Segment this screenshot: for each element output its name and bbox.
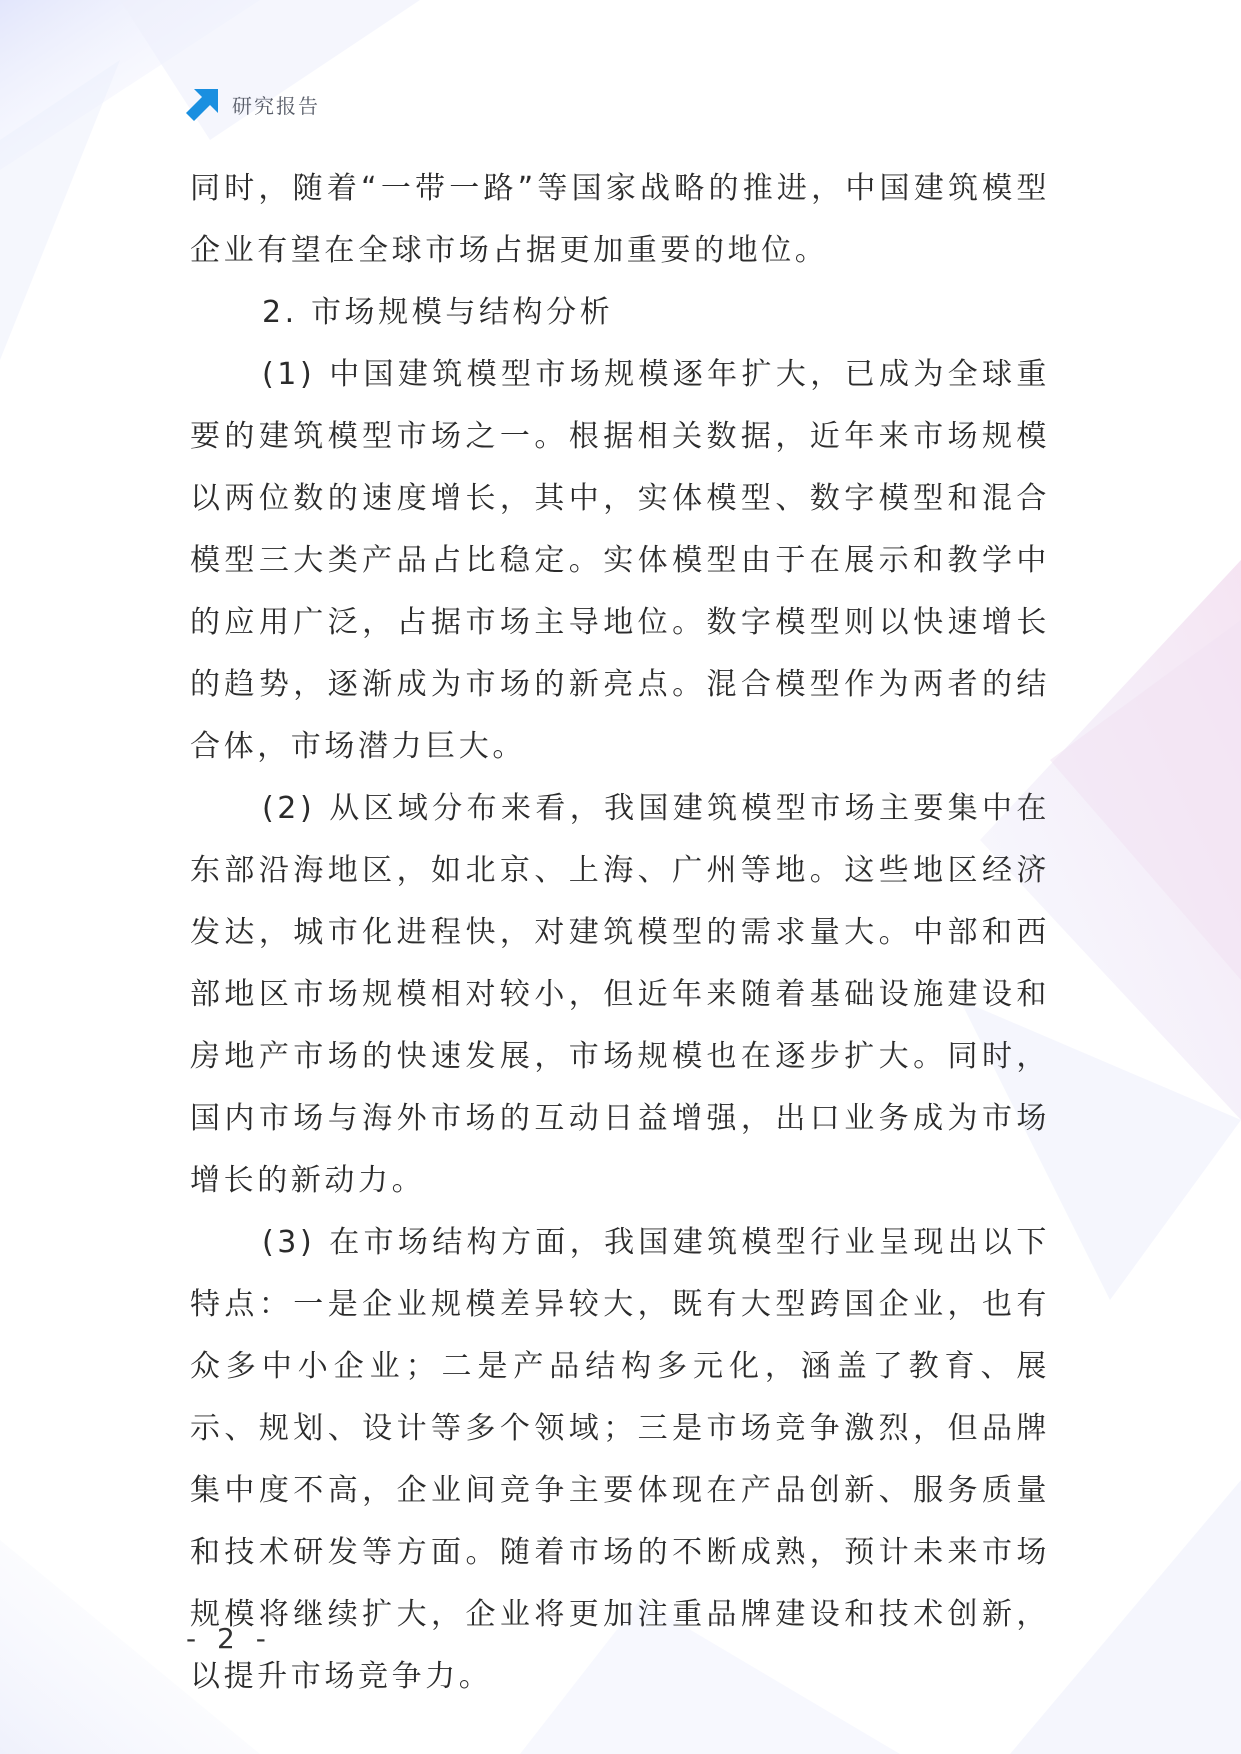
section-heading: 2. 市场规模与结构分析	[262, 295, 614, 330]
report-header	[186, 86, 320, 122]
body-paragraph: (2) 从区域分布来看，我国建筑模型市场主要集中在东部沿海地区，如北京、上海、广州等地。这些地区经济发达，城市化进程快，对建筑模型的需求量大。中部和西部地区市场规模相对较小，但近年来随着基础设施建设和房地产市场的快速发展，市场规模也在逐步扩大。同时，国内市场与海外市场的互动日益增强，出口业务成为市场增长的新动力。	[190, 791, 1050, 1198]
arrow-up-right-icon	[186, 87, 220, 121]
intro-paragraph: 同时，随着“一带一路”等国家战略的推进，中国建筑模型企业有望在全球市场占据更加重要的地位。	[190, 171, 1050, 268]
body-paragraph: (3) 在市场结构方面，我国建筑模型行业呈现出以下特点：一是企业规模差异较大，既有大型跨国企业，也有众多中小企业；二是产品结构多元化，涵盖了教育、展示、规划、设计等多个领域；三是市场竞争激烈，但品牌集中度不高，企业间竞争主要体现在产品创新、服务质量和技术研发等方面。随着市场的不断成熟，预计未来市场规模将继续扩大，企业将更加注重品牌建设和技术创新，以提升市场竞争力。	[190, 1225, 1050, 1694]
page-number: - 2 -	[186, 1622, 272, 1655]
report-body	[190, 158, 1050, 1708]
header-label: 研究报告	[232, 93, 320, 118]
body-paragraph: (1) 中国建筑模型市场规模逐年扩大，已成为全球重要的建筑模型市场之一。根据相关数据，近年来市场规模以两位数的速度增长，其中，实体模型、数字模型和混合模型三大类产品占比稳定。实体模型由于在展示和教学中的应用广泛，占据市场主导地位。数字模型则以快速增长的趋势，逐渐成为市场的新亮点。混合模型作为两者的结合体，市场潜力巨大。	[190, 357, 1050, 764]
